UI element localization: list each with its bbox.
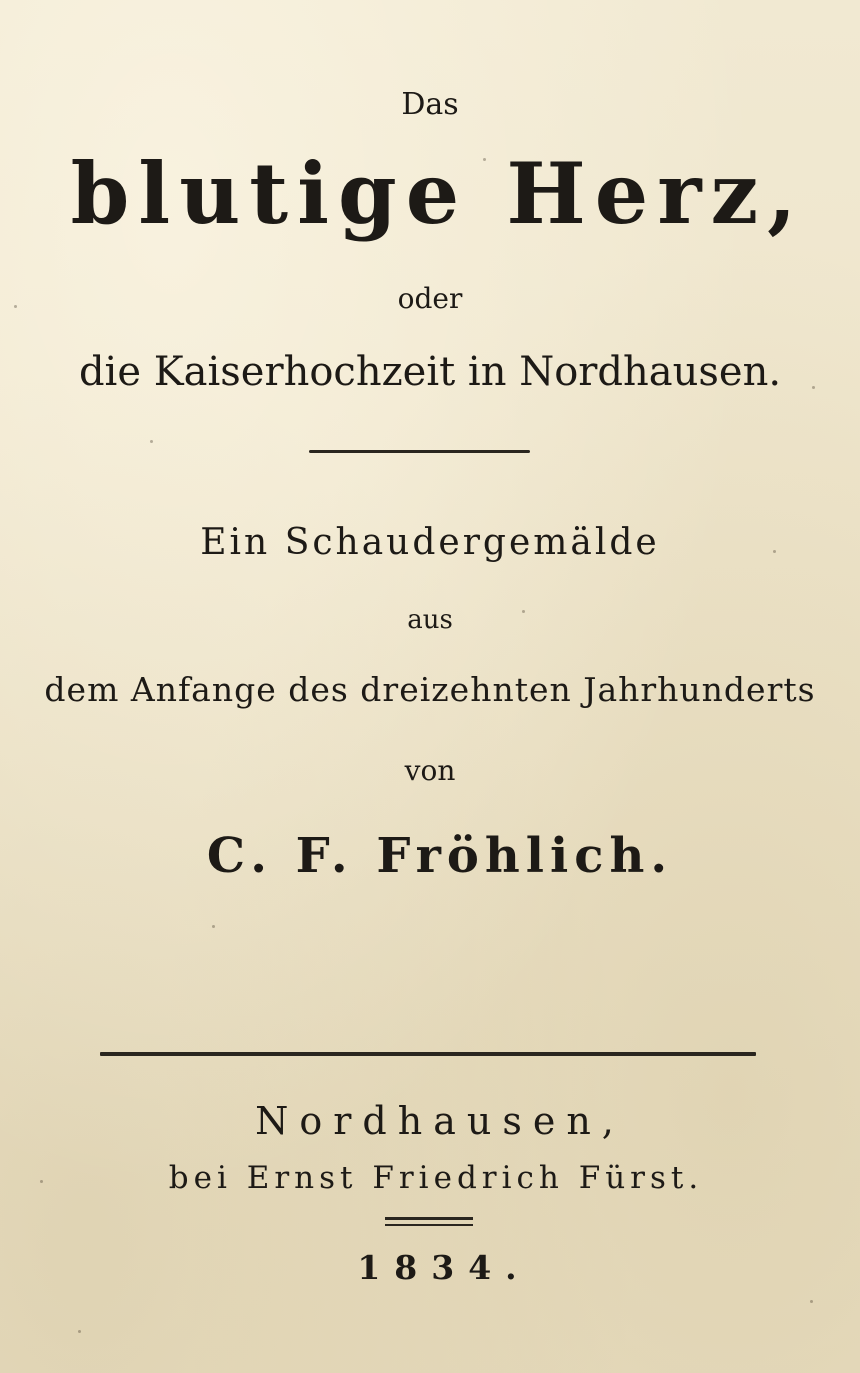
title-conjunction: oder <box>397 282 463 315</box>
genre-line: Ein Schaudergemälde <box>200 522 660 563</box>
paper-speck <box>773 550 776 553</box>
paper-speck <box>812 386 815 389</box>
divider-short <box>309 450 530 453</box>
paper-speck <box>522 610 525 613</box>
author-name: C. F. Fröhlich. <box>206 828 674 884</box>
divider-double <box>385 1217 473 1226</box>
paper-speck <box>78 1330 81 1333</box>
publication-place: Nordhausen, <box>255 1099 625 1143</box>
divider-long <box>100 1052 756 1056</box>
period-line: dem Anfange des dreizehnten Jahrhunderts <box>44 670 816 709</box>
publisher-line: bei Ernst Friedrich Fürst. <box>168 1160 704 1196</box>
preposition-line: aus <box>407 605 453 635</box>
paper-speck <box>212 925 215 928</box>
paper-speck <box>40 1180 43 1183</box>
paper-speck <box>14 305 17 308</box>
main-title: blutige Herz, <box>70 144 806 243</box>
title-article: Das <box>401 87 459 122</box>
paper-speck <box>483 158 486 161</box>
paper-speck <box>810 1300 813 1303</box>
publication-year: 1834. <box>357 1248 531 1287</box>
paper-speck <box>150 440 153 443</box>
by-line: von <box>404 754 456 787</box>
subtitle: die Kaiserhochzeit in Nordhausen. <box>78 349 782 395</box>
